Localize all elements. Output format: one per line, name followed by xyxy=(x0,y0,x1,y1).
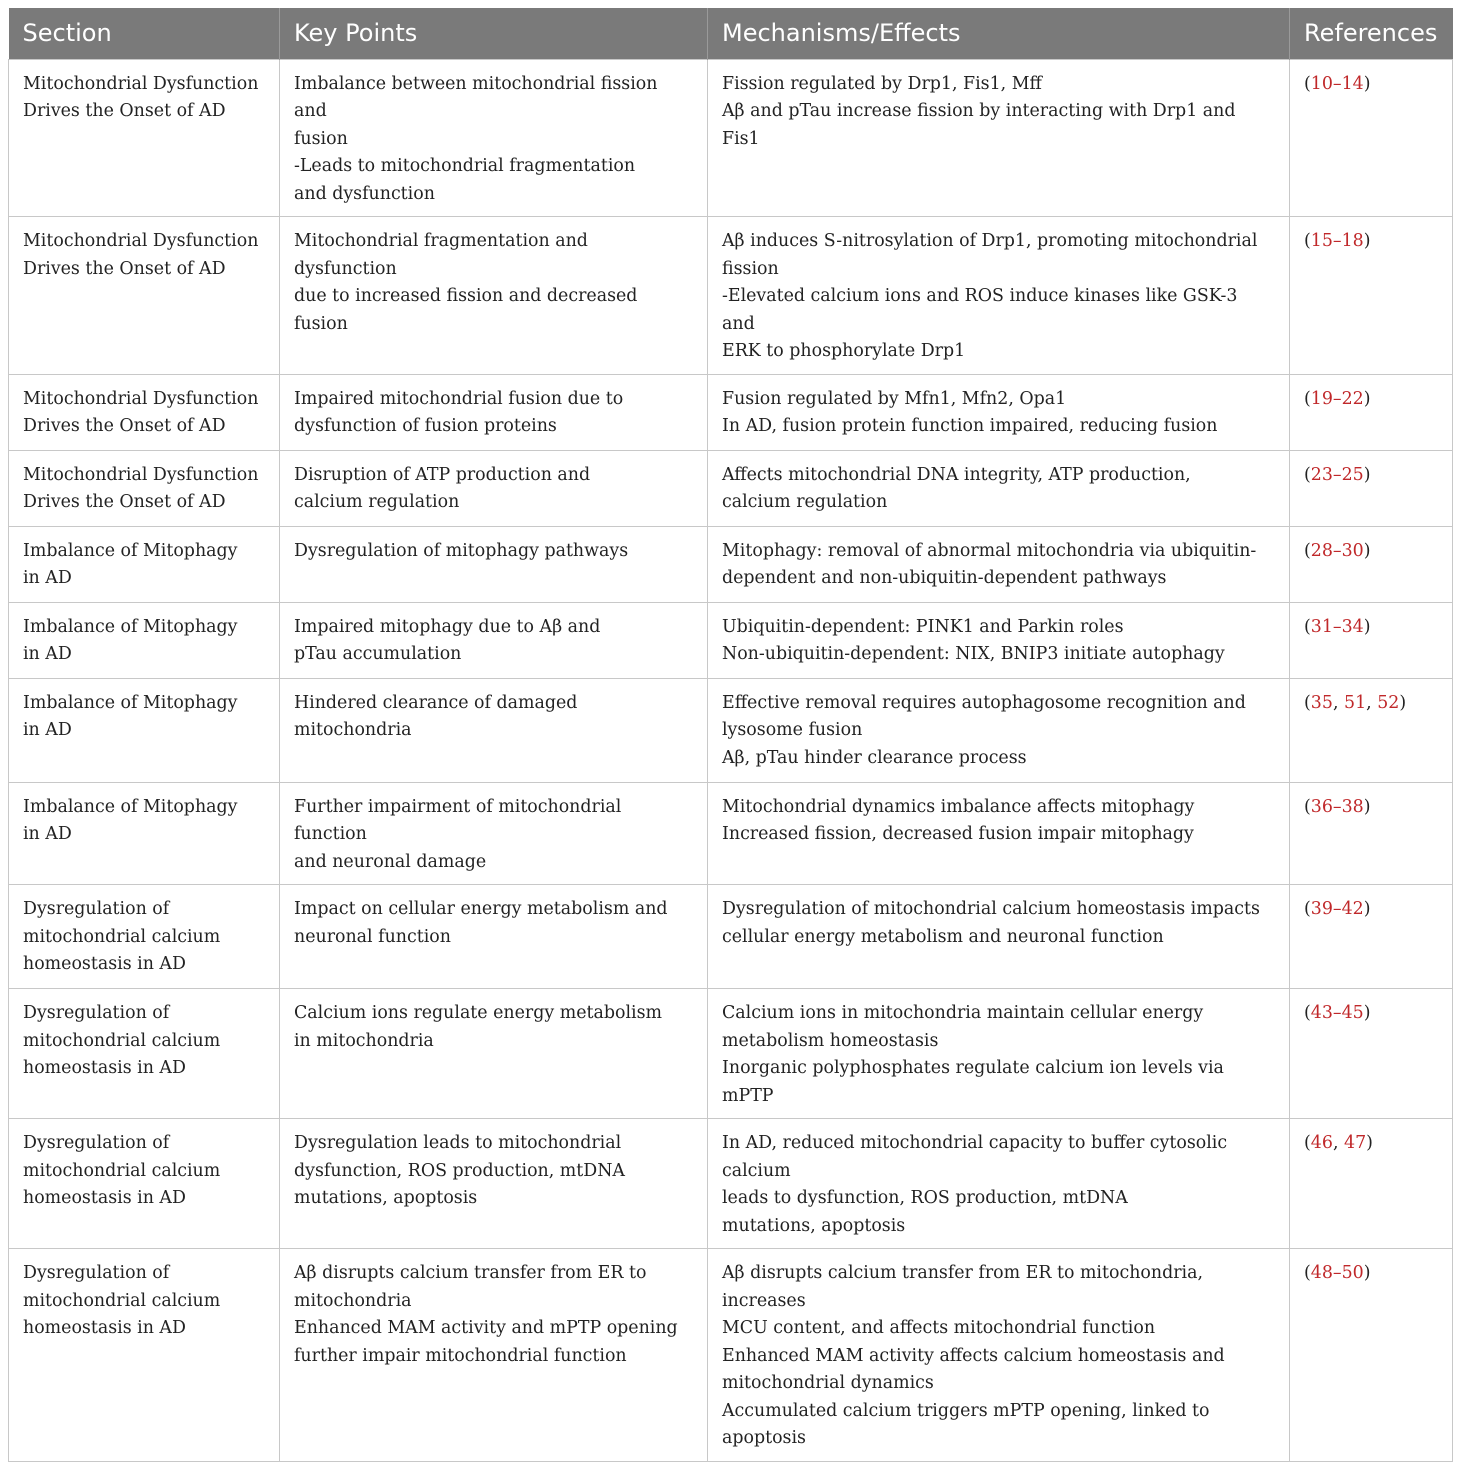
cell-section: Dysregulation of mitochondrial calcium homeostasis in AD xyxy=(9,989,280,1119)
cell-section: Imbalance of Mitophagy in AD xyxy=(9,526,280,602)
reference-list: (28–30) xyxy=(1304,540,1371,561)
table-container xyxy=(8,8,1452,1462)
cell-references xyxy=(1290,782,1453,885)
cell-references xyxy=(1290,450,1453,526)
cell-references xyxy=(1290,678,1453,782)
cell-key-points: Hindered clearance of damaged mitochondria xyxy=(280,678,708,782)
reference-link[interactable]: 23–25 xyxy=(1310,464,1364,485)
cell-mechanisms: Effective removal requires autophagosome recognition and lysosome fusion Aβ, pTau hinder clearance process xyxy=(708,678,1290,782)
cell-key-points: Disruption of ATP production and calcium regulation xyxy=(280,450,708,526)
reference-link[interactable]: 28–30 xyxy=(1310,540,1364,561)
reference-list: (46, 47) xyxy=(1304,1133,1373,1153)
cell-section: Dysregulation of mitochondrial calcium homeostasis in AD xyxy=(9,1249,280,1462)
cell-references xyxy=(1290,602,1453,678)
reference-link[interactable]: 51 xyxy=(1344,692,1367,713)
header-section: Section xyxy=(9,8,280,59)
cell-mechanisms: Mitophagy: removal of abnormal mitochondria via ubiquitin- dependent and non-ubiquitin-dependent pathways xyxy=(708,526,1290,602)
table-row xyxy=(9,59,1453,217)
cell-section: Imbalance of Mitophagy in AD xyxy=(9,782,280,885)
reference-link[interactable]: 52 xyxy=(1377,692,1400,713)
reference-list: (39–42) xyxy=(1304,899,1371,919)
cell-key-points: Dysregulation leads to mitochondrial dysfunction, ROS production, mtDNA mutations, apoptosis xyxy=(280,1119,708,1249)
table-row xyxy=(9,782,1453,885)
reference-list: (19–22) xyxy=(1304,388,1371,409)
reference-list: (35, 51, 52) xyxy=(1304,692,1407,713)
table-row xyxy=(9,989,1453,1119)
reference-list: (48–50) xyxy=(1304,1263,1371,1283)
cell-references xyxy=(1290,59,1453,217)
reference-link[interactable]: 48–50 xyxy=(1310,1263,1364,1283)
reference-list: (36–38) xyxy=(1304,796,1371,817)
reference-link[interactable]: 46 xyxy=(1310,1133,1333,1153)
cell-mechanisms: In AD, reduced mitochondrial capacity to buffer cytosolic calcium leads to dysfunction, ROS production, mtDNA mutations, apoptosis xyxy=(708,1119,1290,1249)
reference-list: (31–34) xyxy=(1304,616,1371,637)
header-key-points: Key Points xyxy=(280,8,708,59)
table-row xyxy=(9,678,1453,782)
cell-mechanisms: Fusion regulated by Mfn1, Mfn2, Opa1 In AD, fusion protein function impaired, reducing fusion xyxy=(708,374,1290,450)
reference-link[interactable]: 19–22 xyxy=(1310,388,1364,409)
reference-link[interactable]: 47 xyxy=(1344,1133,1367,1153)
cell-references xyxy=(1290,374,1453,450)
cell-key-points: Impact on cellular energy metabolism and neuronal function xyxy=(280,885,708,989)
cell-section: Dysregulation of mitochondrial calcium homeostasis in AD xyxy=(9,1119,280,1249)
cell-references xyxy=(1290,526,1453,602)
cell-section: Imbalance of Mitophagy in AD xyxy=(9,678,280,782)
reference-link[interactable]: 10–14 xyxy=(1310,73,1364,94)
table-row xyxy=(9,885,1453,989)
reference-link[interactable]: 36–38 xyxy=(1310,796,1364,817)
reference-link[interactable]: 35 xyxy=(1310,692,1333,713)
cell-mechanisms: Aβ induces S-nitrosylation of Drp1, promoting mitochondrial fission -Elevated calcium ions and ROS induce kinases like GSK-3 and ERK to phosphorylate Drp1 xyxy=(708,217,1290,375)
table-row xyxy=(9,1249,1453,1462)
table-body xyxy=(9,59,1453,1461)
cell-references xyxy=(1290,217,1453,375)
header-row xyxy=(9,8,1453,59)
cell-section: Mitochondrial Dysfunction Drives the Onset of AD xyxy=(9,374,280,450)
cell-mechanisms: Affects mitochondrial DNA integrity, ATP production, calcium regulation xyxy=(708,450,1290,526)
header-references: References xyxy=(1290,8,1453,59)
table-row xyxy=(9,374,1453,450)
table-row xyxy=(9,526,1453,602)
reference-link[interactable]: 39–42 xyxy=(1310,899,1364,919)
cell-references xyxy=(1290,989,1453,1119)
cell-mechanisms: Ubiquitin-dependent: PINK1 and Parkin roles Non-ubiquitin-dependent: NIX, BNIP3 initiate autophagy xyxy=(708,602,1290,678)
data-table xyxy=(8,8,1453,1462)
cell-mechanisms: Fission regulated by Drp1, Fis1, Mff Aβ and pTau increase fission by interacting with Drp1 and Fis1 xyxy=(708,59,1290,217)
cell-key-points: Mitochondrial fragmentation and dysfunction due to increased fission and decreased fusion xyxy=(280,217,708,375)
cell-mechanisms: Mitochondrial dynamics imbalance affects mitophagy Increased fission, decreased fusion impair mitophagy xyxy=(708,782,1290,885)
reference-list: (23–25) xyxy=(1304,464,1371,485)
table-header xyxy=(9,8,1453,59)
table-row xyxy=(9,1119,1453,1249)
table-row xyxy=(9,450,1453,526)
cell-section: Dysregulation of mitochondrial calcium homeostasis in AD xyxy=(9,885,280,989)
reference-link[interactable]: 15–18 xyxy=(1310,231,1364,251)
cell-references xyxy=(1290,885,1453,989)
header-mechanisms: Mechanisms/Effects xyxy=(708,8,1290,59)
cell-references xyxy=(1290,1249,1453,1462)
cell-key-points: Further impairment of mitochondrial function and neuronal damage xyxy=(280,782,708,885)
cell-key-points: Impaired mitophagy due to Aβ and pTau accumulation xyxy=(280,602,708,678)
reference-link[interactable]: 31–34 xyxy=(1310,616,1364,637)
reference-list: (43–45) xyxy=(1304,1003,1371,1023)
cell-key-points: Aβ disrupts calcium transfer from ER to mitochondria Enhanced MAM activity and mPTP opening further impair mitochondrial function xyxy=(280,1249,708,1462)
table-row xyxy=(9,602,1453,678)
reference-link[interactable]: 43–45 xyxy=(1310,1003,1364,1023)
cell-section: Mitochondrial Dysfunction Drives the Onset of AD xyxy=(9,59,280,217)
cell-key-points: Imbalance between mitochondrial fission and fusion -Leads to mitochondrial fragmentation and dysfunction xyxy=(280,59,708,217)
reference-list: (15–18) xyxy=(1304,231,1371,251)
cell-references xyxy=(1290,1119,1453,1249)
cell-section: Mitochondrial Dysfunction Drives the Onset of AD xyxy=(9,217,280,375)
cell-key-points: Impaired mitochondrial fusion due to dysfunction of fusion proteins xyxy=(280,374,708,450)
table-row xyxy=(9,217,1453,375)
cell-mechanisms: Aβ disrupts calcium transfer from ER to mitochondria, increases MCU content, and affects mitochondrial function Enhanced MAM activity affects calcium homeostasis and mitochondrial dynamics Accumulated calcium triggers mPTP opening, linked to apoptosis xyxy=(708,1249,1290,1462)
cell-mechanisms: Dysregulation of mitochondrial calcium homeostasis impacts cellular energy metabolism and neuronal function xyxy=(708,885,1290,989)
reference-list: (10–14) xyxy=(1304,73,1371,94)
cell-section: Imbalance of Mitophagy in AD xyxy=(9,602,280,678)
cell-key-points: Calcium ions regulate energy metabolism in mitochondria xyxy=(280,989,708,1119)
cell-key-points: Dysregulation of mitophagy pathways xyxy=(280,526,708,602)
cell-section: Mitochondrial Dysfunction Drives the Onset of AD xyxy=(9,450,280,526)
cell-mechanisms: Calcium ions in mitochondria maintain cellular energy metabolism homeostasis Inorganic polyphosphates regulate calcium ion levels via mPTP xyxy=(708,989,1290,1119)
